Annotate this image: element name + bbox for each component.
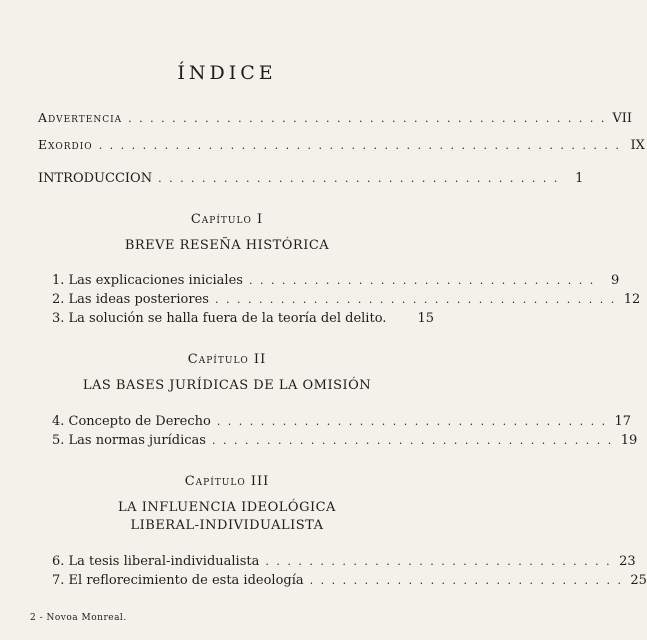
toc-entry-page: 17 (614, 414, 632, 429)
chapter-title-line2: LIBERAL-INDIVIDUALISTA (130, 518, 324, 533)
toc-entry-page: IX (630, 138, 645, 153)
toc-entry-page: 1 (575, 171, 584, 186)
toc-entry-label: Exordio (38, 137, 93, 152)
leader-dots: . . . . . . . . . . . . . . . . . . . . . . . . . . . . . . . . (248, 274, 596, 287)
toc-entry[interactable] (52, 433, 638, 448)
toc-entry-page: VII (612, 111, 633, 126)
leader-dots: . . . . . . . . . . . . . . . . . . . . . . . . . . . . . (309, 574, 623, 587)
toc-entry-page: 15 (417, 311, 434, 326)
toc-entry-label: 1. Las explicaciones iniciales (52, 273, 243, 288)
toc-entry[interactable] (52, 311, 434, 326)
toc-entry-page: 23 (619, 554, 636, 569)
chapter-caption: Capítulo III (184, 474, 270, 489)
toc-entry-page: 19 (620, 433, 638, 448)
toc-entry-label: 5. Las normas jurídicas (52, 433, 206, 448)
toc-entry-exordio[interactable] (38, 137, 645, 153)
page-footer: 2 - Novoa Monreal. (30, 613, 127, 623)
leader-dots: . . . . . . . . . . . . . . . . . . . . . . . . . . . . . . . . . . . . . (158, 172, 560, 185)
toc-entry-introduccion[interactable] (38, 171, 584, 186)
page-title: ÍNDICE (177, 62, 277, 84)
toc-entry-label: 6. La tesis liberal-individualista (52, 554, 260, 569)
toc-entry-page: 12 (623, 292, 641, 307)
toc-entry-label: 2. Las ideas posteriores (52, 292, 209, 307)
toc-entry[interactable] (52, 292, 641, 307)
leader-dots: . . . . . . . . . . . . . . . . . . . . . . . . . . . . . . . . . . . . . (211, 434, 614, 447)
leader-dots: . . . . . . . . . . . . . . . . . . . . . . . . . . . . . . . . (265, 555, 612, 568)
leader-dots: . . . . . . . . . . . . . . . . . . . . . . . . . . . . . . . . . . . . . (214, 293, 617, 306)
chapter-title-line1: LA INFLUENCIA IDEOLÓGICA (118, 500, 336, 515)
toc-entry-label: 4. Concepto de Derecho (52, 414, 211, 429)
chapter-title: BREVE RESEÑA HISTÓRICA (124, 238, 330, 253)
leader-dots: . . . . . . . . . . . . . . . . . . . . . . . . . . . . . . . . . . . . (216, 415, 608, 428)
toc-entry-page: 9 (610, 273, 620, 288)
leader-dots: . . . . . . . . . . . . . . . . . . . . . . . . . . . . . . . . . . . . . . . . . . . . (128, 112, 607, 125)
toc-entry-label: 3. La solución se halla fuera de la teoría del delito. (52, 311, 387, 326)
chapter-caption: Capítulo II (187, 352, 267, 367)
toc-entry-label: INTRODUCCION (38, 171, 153, 186)
toc-entry[interactable] (52, 573, 647, 588)
toc-entry-advertencia[interactable] (38, 110, 633, 126)
toc-entry[interactable] (52, 554, 636, 569)
chapter-title: LAS BASES JURÍDICAS DE LA OMISIÓN (82, 378, 372, 393)
toc-entry[interactable] (52, 414, 632, 429)
chapter-caption: Capítulo I (190, 212, 264, 227)
leader-dots: . . . . . . . . . . . . . . . . . . . . . . . . . . . . . . . . . . . . . . . . . . . . . . . . (98, 139, 621, 152)
toc-entry[interactable] (52, 273, 620, 288)
toc-entry-label: 7. El reflorecimiento de esta ideología (52, 573, 304, 588)
toc-entry-page: 25 (630, 573, 647, 588)
toc-entry-label: Advertencia (38, 110, 123, 125)
